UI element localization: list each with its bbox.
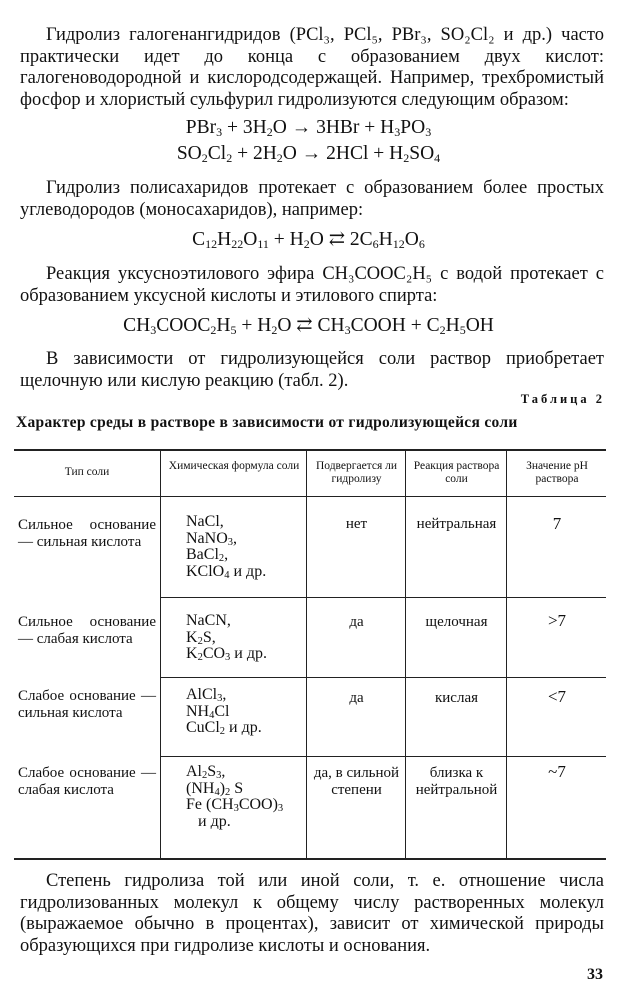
table-row-divider <box>160 677 606 678</box>
row4-hydrolysis: да, в сильной степени <box>313 765 400 798</box>
row2-formula: NaCN, $K_2S$, $K_2CO_3$ и др. <box>186 612 267 663</box>
equation-ester: $CH_3COOC_2H_5 + H_2O$ ⇄ $CH_3COOH + C_2H_5OH$ <box>123 315 494 337</box>
row1-salt-type: Сильное основание — сильная кислота <box>18 517 156 550</box>
table-bottom-rule <box>14 858 606 860</box>
table-col-divider <box>160 449 161 859</box>
table-col-divider <box>506 449 507 859</box>
equation-sucrose: $C_{12}H_{22}O_{11} + H_2O$ ⇄ $2C_6H_{12}O_6$ <box>192 229 425 251</box>
row3-hydrolysis: да <box>349 690 364 706</box>
row3-reaction: кислая <box>434 690 478 706</box>
equation-pbr3: $PBr_3 + 3H_2O \to 3HBr + H_3PO_3$ <box>185 117 432 139</box>
row4-reaction: близка к нейтральной <box>415 765 498 798</box>
equation-so2cl2: $SO_2Cl_2 + 2H_2O \to 2HCl + H_2SO_4$ <box>176 143 441 165</box>
table-col-divider <box>306 449 307 859</box>
row3-ph: <7 <box>547 687 567 706</box>
row4-ph: ~7 <box>548 762 566 781</box>
row3-formula: AlCl$_3$, $NH_4Cl$ CuCl$_2$ и др. <box>186 686 262 737</box>
row1-formula: NaCl, NaNO$_3$, BaCl$_2$, KClO$_4$ и др. <box>186 513 267 581</box>
header-ph: Значение pH раствора <box>526 460 588 485</box>
row1-hydrolysis: нет <box>345 516 368 532</box>
header-reaction: Реакция раствора соли <box>413 460 500 485</box>
table-row-divider <box>160 756 606 757</box>
table-number: Таблица 2 <box>520 392 605 406</box>
row2-reaction: щелочная <box>425 614 488 630</box>
table-row-divider <box>160 597 606 598</box>
row4-salt-type: Слабое основание — слабая кислота <box>18 765 156 798</box>
paragraph-hydrolysis-degree: Степень гидролиза той или иной соли, т. е. отношение числа гидролизованных молекул к общему числу растворенных молекул (выражаемое обычно в процентах), зависит от химической природы образующихся при гидролизе кислоты и основания. <box>20 871 604 956</box>
page-number: 33 <box>587 966 603 983</box>
paragraph-halides: Гидролиз галогенангидридов (PCl₃, PCl₅, PBr₃, SO₂Cl₂ и др.) часто практически идет до конца с образованием двух кислот: галогеноводородной и кислородсодержащей. Например, трехбромистый фосфор и хлористый сульфурил гидролизуются следующим образом: <box>20 25 604 110</box>
row2-ph: >7 <box>547 611 567 630</box>
row2-salt-type: Сильное основание — слабая кислота <box>18 614 156 647</box>
row1-reaction: нейтральная <box>416 516 497 532</box>
table-top-rule <box>14 449 606 451</box>
header-formula: Химическая формула соли <box>168 460 300 472</box>
paragraph-polysaccharides: Гидролиз полисахаридов протекает с образованием более простых углеводородов (моносахаридов), например: <box>20 178 604 220</box>
header-hydrolysis: Подвергается ли гидролизу <box>315 460 398 485</box>
table-title: Характер среды в растворе в зависимости от гидролизующейся соли <box>16 414 518 431</box>
row4-formula: $Al_2S_3$, $(NH_4)_2$ S Fe $(CH_3COO)_3$ и др. <box>186 763 284 830</box>
paragraph-salt-reaction: В зависимости от гидролизующейся соли раствор приобретает щелочную или кислую реакцию (табл. 2). <box>20 349 604 391</box>
header-salt-type: Тип соли <box>64 466 110 478</box>
paragraph-ester: Реакция уксусноэтилового эфира CH₃COOC₂H₅ с водой протекает с образованием уксусной кислоты и этилового спирта: <box>20 264 604 306</box>
table-col-divider <box>405 449 406 859</box>
row2-hydrolysis: да <box>349 614 364 630</box>
row3-salt-type: Слабое основание — сильная кислота <box>18 688 156 721</box>
row1-ph: 7 <box>552 514 562 533</box>
table-header-rule <box>14 496 606 497</box>
